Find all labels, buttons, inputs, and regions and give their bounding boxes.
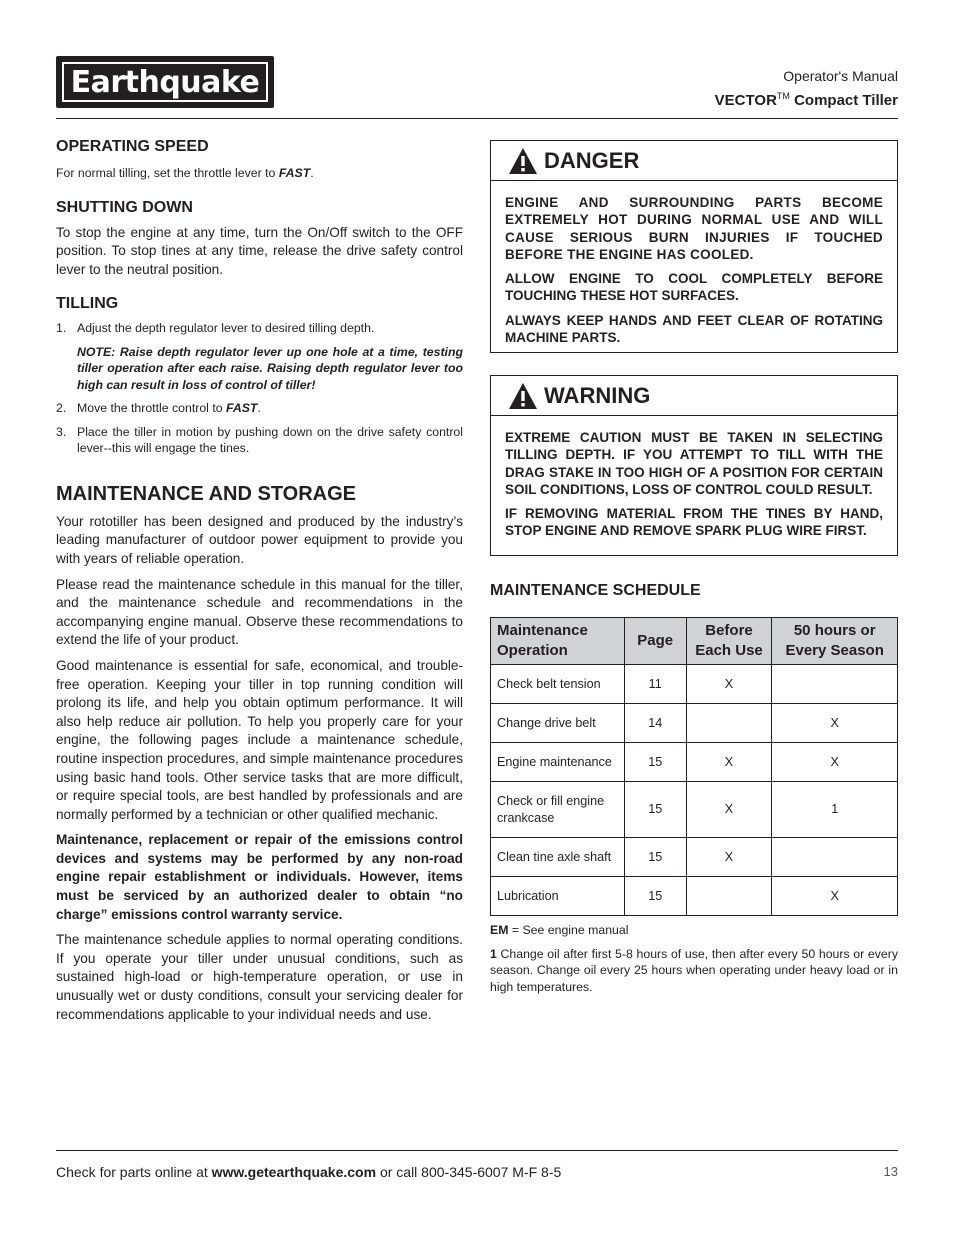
page-cell: 11 (624, 665, 686, 704)
model-title (715, 85, 898, 112)
schedule-table (490, 617, 898, 916)
season-cell: X (772, 743, 898, 782)
warning-triangle-icon (508, 382, 538, 410)
maintenance-paragraph: Good maintenance is essential for safe, economical, and trouble-free operation. Keeping your tiller in top running condition will prolong its life, and help you obtain optimum performance. It will also help reduce air pollution. To help you properly care for your engine, the following pages include a maintenance schedule, routine inspection procedures, and simple maintenance procedures using basic hand tools. Other service tasks that are more difficult, or require special tools, are best handled by professionals and are normally performed by a technician or other qualified mechanic. (56, 657, 463, 822)
page-cell: 15 (624, 782, 686, 838)
logo-text: Earthquake (70, 64, 260, 100)
model-suffix: Compact Tiller (789, 92, 898, 109)
warning-text: IF REMOVING MATERIAL FROM THE TINES BY HAND, STOP ENGINE AND REMOVE SPARK PLUG WIRE FIRST. (505, 506, 883, 539)
table-row (491, 704, 898, 743)
em-text: = See engine manual (508, 923, 629, 937)
operation-cell: Change drive belt (491, 704, 625, 743)
header-rule (56, 118, 898, 119)
page-cell: 15 (624, 838, 686, 877)
danger-header (491, 141, 897, 181)
table-row (491, 743, 898, 782)
em-key: EM (490, 923, 509, 937)
operation-cell: Check belt tension (491, 665, 625, 704)
season-cell: X (772, 877, 898, 916)
footnote-key: 1 (490, 946, 497, 961)
footer-text-after: or call 800-345-6007 M-F 8-5 (376, 1164, 562, 1180)
warning-box (490, 375, 898, 556)
operation-cell: Clean tine axle shaft (491, 838, 625, 877)
earthquake-logo (56, 56, 274, 108)
before-use-cell: X (686, 838, 772, 877)
operating-speed-text-after: . (310, 166, 314, 180)
step-number: 2. (56, 401, 67, 416)
oil-footnote (490, 946, 898, 996)
step-text-after: . (257, 401, 261, 416)
model-name: VECTOR (714, 92, 777, 109)
column-header: 50 hours or Every Season (772, 618, 898, 665)
tilling-step (56, 320, 463, 393)
schedule-heading: MAINTENANCE SCHEDULE (490, 582, 701, 599)
page-cell: 15 (624, 743, 686, 782)
website-link[interactable]: www.getearthquake.com (211, 1164, 377, 1180)
em-note (490, 922, 898, 939)
season-cell (772, 838, 898, 877)
before-use-cell (686, 704, 772, 743)
footer-text (56, 1163, 561, 1181)
step-number: 1. (56, 321, 67, 336)
column-header: Page (624, 618, 686, 665)
operation-cell: Lubrication (491, 877, 625, 916)
page-cell: 15 (624, 877, 686, 916)
operation-cell: Engine maintenance (491, 743, 625, 782)
maintenance-paragraph: Please read the maintenance schedule in this manual for the tiller, and the maintenance schedule and recommendations in the accompanying engine manual. Observe these recommendations to extend the life of your product. (56, 576, 463, 648)
table-row (491, 877, 898, 916)
season-cell (772, 665, 898, 704)
tilling-note: NOTE: Raise depth regulator lever up one hole at a time, testing tiller operation after each raise. Raising depth regulator lever too high can result in loss of control of tiller! (77, 344, 463, 392)
season-cell: 1 (772, 782, 898, 838)
before-use-cell (686, 877, 772, 916)
step-text: Adjust the depth regulator lever to desired tilling depth. (77, 321, 375, 336)
danger-title: DANGER (544, 147, 640, 173)
page-number: 13 (883, 1164, 898, 1179)
column-header: Maintenance Operation (491, 618, 625, 665)
table-row (491, 838, 898, 877)
left-column (56, 137, 463, 1024)
emissions-paragraph: Maintenance, replacement or repair of the emissions control devices and systems may be performed by any non-road engine repair establishment or individuals. However, items must be serviced by an authorized dealer to obtain “no charge” emissions control warranty service. (56, 832, 463, 922)
operation-cell: Check or fill engine crankcase (491, 782, 625, 838)
manual-label: Operator's Manual (783, 68, 898, 84)
danger-box (490, 140, 898, 353)
season-cell: X (772, 704, 898, 743)
footer-rule (56, 1150, 898, 1151)
shutting-down-heading: SHUTTING DOWN (56, 198, 193, 216)
schedule-section (490, 581, 898, 995)
danger-text: ALWAYS KEEP HANDS AND FEET CLEAR OF ROTATING MACHINE PARTS. (505, 312, 883, 346)
operating-speed-text (56, 165, 463, 182)
table-row (491, 782, 898, 838)
before-use-cell: X (686, 665, 772, 704)
table-header-row (491, 618, 898, 665)
maintenance-paragraph: Your rototiller has been designed and produced by the industry’s leading manufacturer of outdoor power equipment to provide you with years of reliable operation. (56, 513, 463, 566)
warning-header (491, 376, 897, 416)
step-number: 3. (56, 424, 67, 439)
step-text: Move the throttle control to (77, 401, 227, 416)
maintenance-paragraph: The maintenance schedule applies to normal operating conditions. If you operate your tiller under unusual conditions, such as sustained high-load or high-temperature operation, or use in unusually wet or dusty conditions, consult your servicing dealer for recommendations applicable to your individual needs and use. (56, 932, 463, 1022)
operating-speed-heading: OPERATING SPEED (56, 138, 209, 155)
header-info (715, 67, 898, 112)
tilling-steps (56, 320, 463, 457)
tilling-step (56, 400, 463, 417)
footnote-text: Change oil after first 5-8 hours of use, then after every 50 hours or every season. Change oil every 25 hours when operating under heavy load or in high temperatures. (490, 946, 898, 994)
danger-text: ENGINE AND SURROUNDING PARTS BECOME EXTREMELY HOT DURING NORMAL USE AND WILL CAUSE SERIOUS BURN INJURIES IF TOUCHED BEFORE THE ENGINE HAS COOLED. (505, 195, 883, 262)
page-cell: 14 (624, 704, 686, 743)
danger-body (491, 181, 897, 346)
fast-emphasis: FAST (278, 166, 311, 180)
before-use-cell: X (686, 743, 772, 782)
fast-emphasis: FAST (226, 401, 258, 416)
table-row (491, 665, 898, 704)
tilling-step (56, 424, 463, 457)
warning-title: WARNING (544, 382, 651, 408)
tilling-heading: TILLING (56, 295, 119, 313)
maintenance-heading: MAINTENANCE AND STORAGE (56, 482, 357, 505)
trademark-mark: TM (776, 91, 790, 101)
step-text: Place the tiller in motion by pushing down on the drive safety control lever--this will engage the tines. (77, 424, 463, 456)
column-header: Before Each Use (686, 618, 772, 665)
shutting-down-text: To stop the engine at any time, turn the On/Off switch to the OFF position. To stop tines at any time, release the drive safety control lever to the neutral position. (56, 224, 463, 277)
warning-body (491, 416, 897, 540)
warning-triangle-icon (508, 147, 538, 175)
before-use-cell: X (686, 782, 772, 838)
operating-speed-text-before: For normal tilling, set the throttle lever to (56, 166, 279, 180)
warning-text: EXTREME CAUTION MUST BE TAKEN IN SELECTING TILLING DEPTH. IF YOU ATTEMPT TO TILL WITH THE DRAG STAKE IN TOO HIGH OF A POSITION FOR CERTAIN SOIL CONDITIONS, LOSS OF CONTROL COULD RESULT. (505, 430, 883, 497)
danger-text: ALLOW ENGINE TO COOL COMPLETELY BEFORE TOUCHING THESE HOT SURFACES. (505, 271, 883, 304)
footer-text-before: Check for parts online at (56, 1164, 212, 1180)
